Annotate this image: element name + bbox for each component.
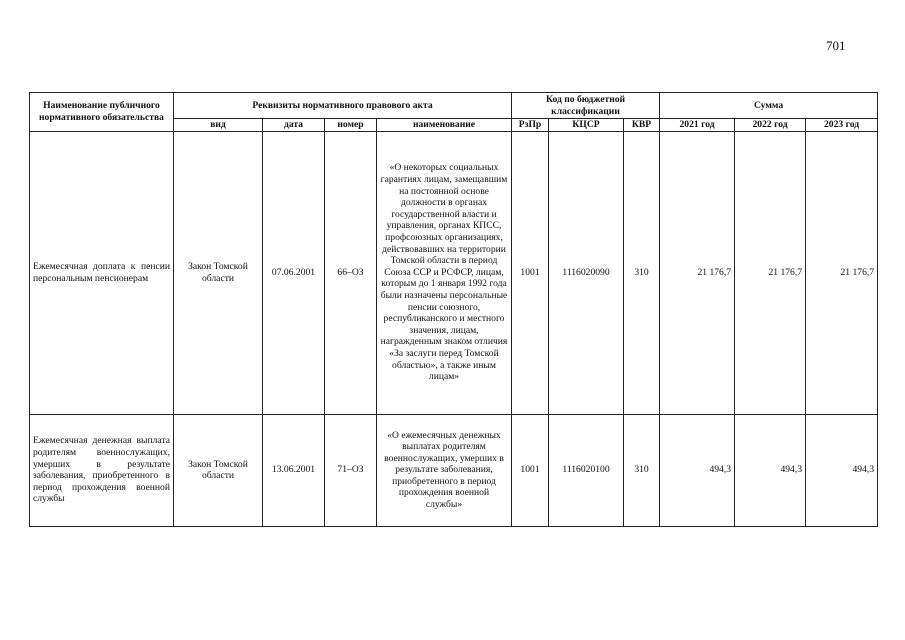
- sum-2022-cell: 21 176,7: [735, 131, 806, 414]
- obligation-cell: Ежемесячная денежная выплата родителям военнослужащих, умерших в результате заболевания, приобретенного в период прохождения военной службы: [30, 414, 174, 526]
- header-sum: Сумма: [660, 93, 878, 119]
- obligation-cell: Ежемесячная доплата к пенсии персональным пенсионерам: [30, 131, 174, 414]
- sum-2021-cell: 494,3: [660, 414, 735, 526]
- header-kcsr: КЦСР: [549, 119, 624, 132]
- obligations-table: [29, 92, 878, 527]
- date-cell: 07.06.2001: [263, 131, 325, 414]
- header-kind: вид: [174, 119, 263, 132]
- header-act-name: наименование: [377, 119, 512, 132]
- kcsr-cell: 1116020100: [549, 414, 624, 526]
- header-act-details: Реквизиты нормативного правового акта: [174, 93, 512, 119]
- header-2023: 2023 год: [806, 119, 878, 132]
- act-name-cell: «О некоторых социальных гарантиях лицам, замещавшим на постоянной основе должности в органах государственной власти и управления, органах КПСС, профсоюзных организациях, действовавших на территории Томской области в период Союза ССР и РСФСР, лицам, которым до 1 января 1992 года были назначены персональные пенсии союзного, республиканского и местного значения, лицам, награжденным знаком отличия «За заслуги перед Томской областью», а также иным лицам»: [377, 131, 512, 414]
- sum-2023-cell: 494,3: [806, 414, 878, 526]
- date-cell: 13.06.2001: [263, 414, 325, 526]
- table-row: [30, 414, 878, 526]
- kind-cell: Закон Томской области: [174, 131, 263, 414]
- header-obligation-name: Наименование публичного нормативного обязательства: [30, 93, 174, 132]
- table-row: [30, 131, 878, 414]
- kind-cell: Закон Томской области: [174, 414, 263, 526]
- header-2021: 2021 год: [660, 119, 735, 132]
- number-cell: 66–ОЗ: [325, 131, 377, 414]
- number-cell: 71–ОЗ: [325, 414, 377, 526]
- header-row-top: [30, 93, 878, 119]
- kvr-cell: 310: [624, 131, 660, 414]
- header-date: дата: [263, 119, 325, 132]
- sum-2021-cell: 21 176,7: [660, 131, 735, 414]
- kvr-cell: 310: [624, 414, 660, 526]
- header-rzpr: РзПр: [512, 119, 549, 132]
- act-name-cell: «О ежемесячных денежных выплатах родителям военнослужащих, умерших в результате заболевания, приобретенного в период прохождения военной службы»: [377, 414, 512, 526]
- sum-2022-cell: 494,3: [735, 414, 806, 526]
- header-2022: 2022 год: [735, 119, 806, 132]
- page-number: 701: [826, 38, 846, 53]
- sum-2023-cell: 21 176,7: [806, 131, 878, 414]
- rzpr-cell: 1001: [512, 414, 549, 526]
- kcsr-cell: 1116020090: [549, 131, 624, 414]
- header-number: номер: [325, 119, 377, 132]
- header-budget-code: Код по бюджетной классификации: [512, 93, 660, 119]
- header-kvr: КВР: [624, 119, 660, 132]
- rzpr-cell: 1001: [512, 131, 549, 414]
